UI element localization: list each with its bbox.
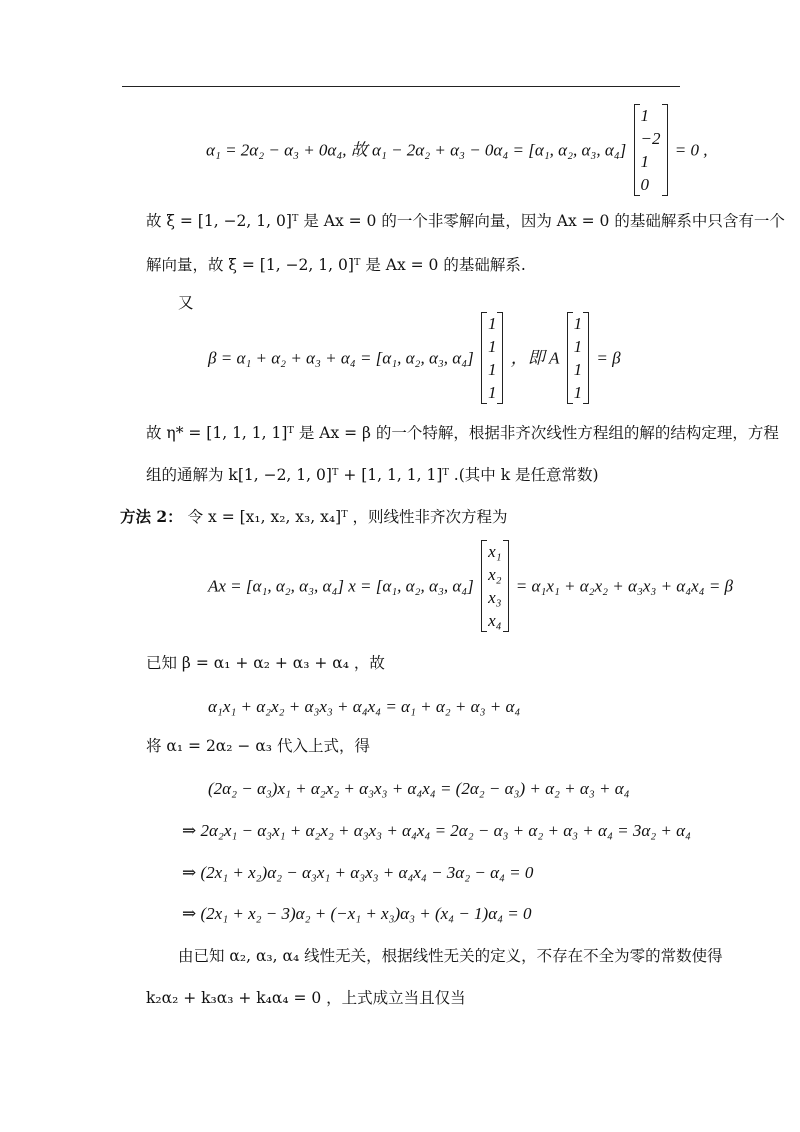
vector-entry: 1	[640, 106, 650, 125]
equation-line-16: ⇒ (2x₁ + x₂ − 3)α₂ + (−x₁ + x₃)α₃ + (x₄ − 1)α₄ = 0	[182, 904, 532, 923]
vector-entry: x₂	[488, 565, 502, 584]
equation-line-1-text: α₁ = 2α₂ − α₃ + 0α₄, 故 α₁ − 2α₂ + α₃ − 0α₄ = [α₁, α₂, α₃, α₄]	[206, 140, 627, 160]
vector-entry: −2	[640, 129, 661, 148]
equation-line-5-left: β = α₁ + α₂ + α₃ + α₄ = [α₁, α₂, α₃, α₄]	[208, 348, 474, 368]
equation-line-5	[208, 312, 621, 404]
column-vector-9	[481, 540, 508, 632]
vector-entry: 1	[640, 152, 650, 171]
text-line-10: 已知 β = α₁ + α₂ + α₃ + α₄ ，故	[146, 654, 385, 672]
equation-line-14: ⇒ 2α₂x₁ − α₃x₁ + α₂x₂ + α₃x₃ + α₄x₄ = 2α₂ − α₃ + α₂ + α₃ + α₄ = 3α₂ + α₄	[182, 821, 691, 840]
vector-entry: x₄	[488, 611, 502, 630]
text-line-3: 解向量，故 ξ = [1, −2, 1, 0]ᵀ 是 Ax = 0 的基础解系.	[146, 256, 526, 274]
text-line-18: k₂α₂ + k₃α₃ + k₄α₄ = 0 ，上式成立当且仅当	[146, 989, 466, 1007]
text-line-17: 由已知 α₂, α₃, α₄ 线性无关，根据线性无关的定义，不存在不全为零的常数使得	[178, 947, 723, 965]
equation-line-9	[208, 540, 733, 632]
vector-entry: 1	[487, 337, 497, 356]
text-line-4: 又	[178, 294, 194, 312]
equation-line-15: ⇒ (2x₁ + x₂)α₂ − α₃x₁ + α₃x₃ + α₄x₄ − 3α₂ − α₄ = 0	[182, 863, 534, 882]
column-vector-5a	[481, 312, 504, 404]
column-vector-1	[634, 104, 668, 196]
method-2-text: 令 x = [x₁, x₂, x₃, x₄]ᵀ ，则线性非齐次方程为	[187, 508, 508, 526]
vector-entry: x₃	[488, 588, 502, 607]
vector-entry: 1	[573, 360, 583, 379]
vector-entry: 1	[487, 314, 497, 333]
vector-entry: 1	[573, 337, 583, 356]
text-line-6: 故 η* = [1, 1, 1, 1]ᵀ 是 Ax = β 的一个特解，根据非齐次线性方程组的解的结构定理，方程	[146, 424, 779, 442]
vector-entry: 1	[487, 360, 497, 379]
method-2-label: 方法 2：	[120, 507, 183, 526]
equation-line-11: α₁x₁ + α₂x₂ + α₃x₃ + α₄x₄ = α₁ + α₂ + α₃ + α₄	[208, 697, 521, 716]
vector-entry: 0	[640, 175, 650, 194]
header-rule	[122, 86, 680, 87]
equation-line-13: (2α₂ − α₃)x₁ + α₂x₂ + α₃x₃ + α₄x₄ = (2α₂ − α₃) + α₂ + α₃ + α₄	[208, 779, 630, 798]
equation-line-1	[206, 104, 708, 196]
vector-entry: 1	[573, 314, 583, 333]
method-2-line	[120, 509, 508, 526]
equation-line-5-mid: ，即 A	[510, 348, 560, 368]
equation-line-9-end: = α₁x₁ + α₂x₂ + α₃x₃ + α₄x₄ = β	[515, 576, 734, 596]
equation-line-1-end: = 0 ,	[674, 140, 708, 160]
text-line-12: 将 α₁ = 2α₂ − α₃ 代入上式，得	[146, 737, 370, 755]
vector-entry: 1	[573, 383, 583, 402]
equation-line-9-left: Ax = [α₁, α₂, α₃, α₄] x = [α₁, α₂, α₃, α₄]	[208, 576, 474, 596]
vector-entry: 1	[487, 383, 497, 402]
column-vector-5b	[567, 312, 590, 404]
text-line-2: 故 ξ = [1, −2, 1, 0]ᵀ 是 Ax = 0 的一个非零解向量，因为 Ax = 0 的基础解系中只含有一个	[146, 212, 785, 230]
vector-entry: x₁	[488, 542, 502, 561]
text-line-7: 组的通解为 k[1, −2, 1, 0]ᵀ + [1, 1, 1, 1]ᵀ .(其中 k 是任意常数)	[146, 466, 599, 484]
equation-line-5-end: = β	[596, 348, 621, 368]
